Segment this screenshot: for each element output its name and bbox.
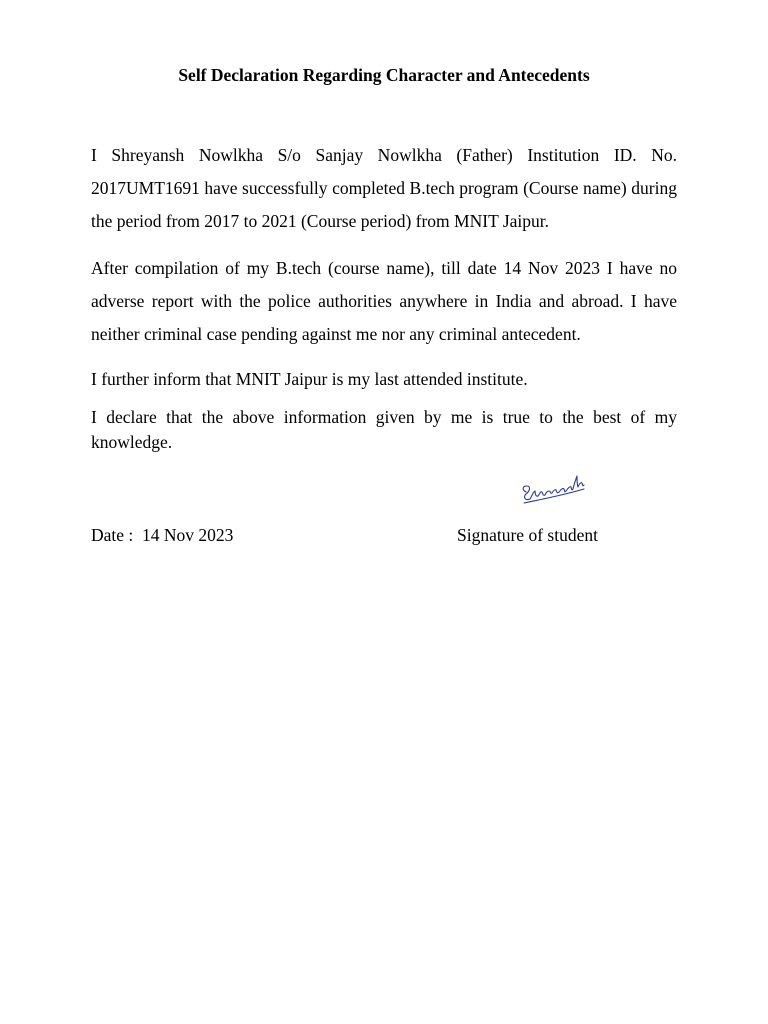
handwritten-signature	[516, 470, 590, 510]
declaration-paragraph-truth: I declare that the above information given by me is true to the best of my knowledge.	[91, 407, 677, 452]
signature-label: Signature of student	[457, 525, 598, 545]
declaration-paragraph-institute: I further inform that MNIT Jaipur is my last attended institute.	[91, 369, 528, 389]
declaration-paragraph-character: After compilation of my B.tech (course name), till date 14 Nov 2023 I have no adverse report with the police authorities anywhere in India and abroad. I have neither criminal case pending against me nor any criminal antecedent.	[91, 258, 677, 344]
document-title: Self Declaration Regarding Character and Antecedents	[178, 65, 590, 85]
declaration-date: Date : 14 Nov 2023	[91, 525, 234, 545]
declaration-paragraph-identity: I Shreyansh Nowlkha S/o Sanjay Nowlkha (Father) Institution ID. No. 2017UMT1691 have successfully completed B.tech program (Course name) during the period from 2017 to 2021 (Course period) from MNIT Jaipur.	[91, 145, 677, 231]
